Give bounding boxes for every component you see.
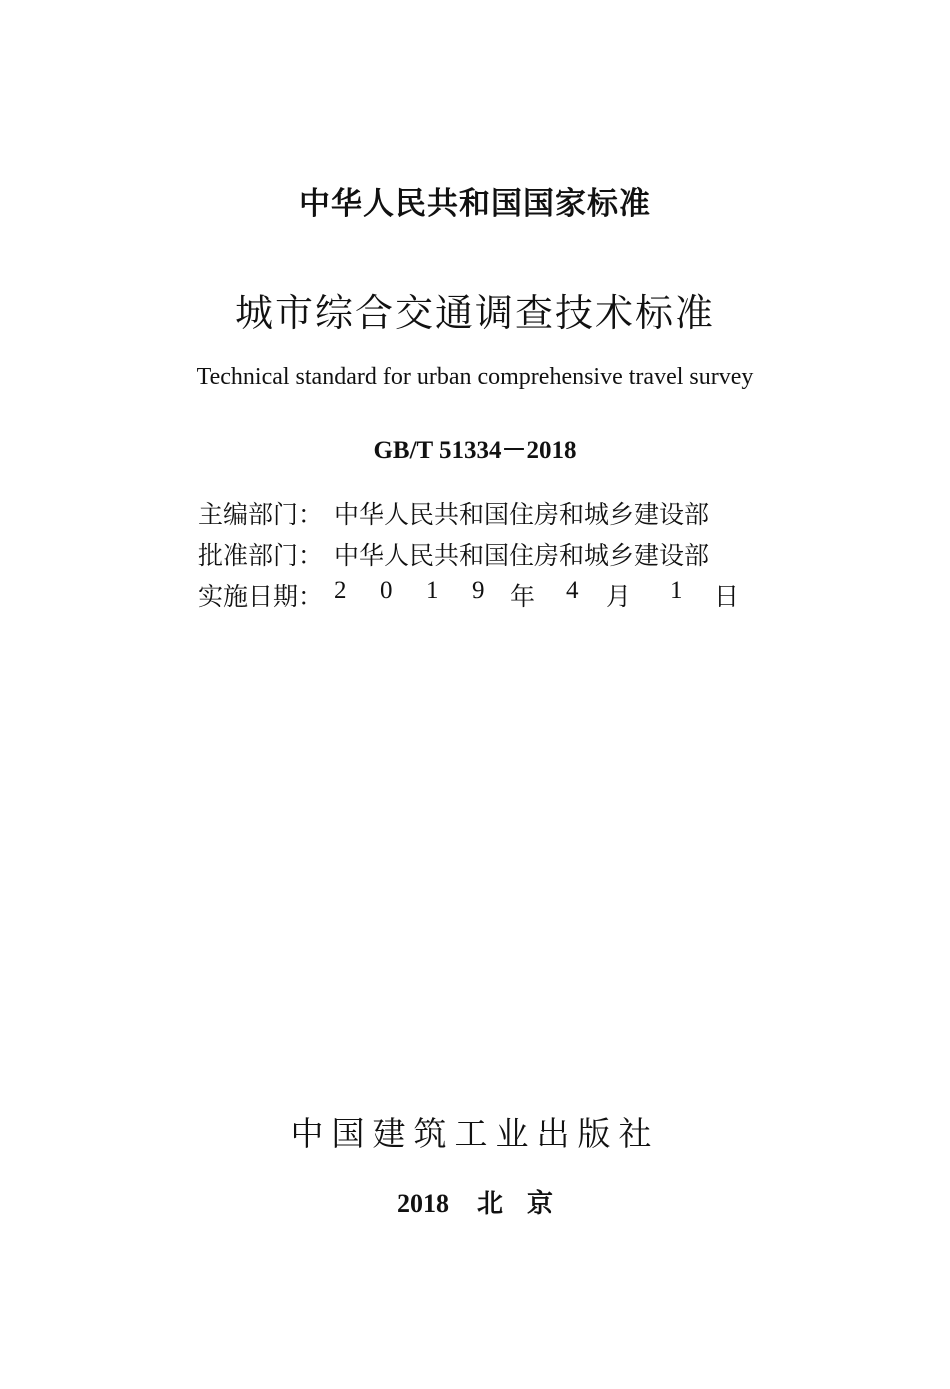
publication-city-char: 北 — [476, 1189, 503, 1219]
date-char: 4 — [566, 577, 579, 604]
effective-date-label: 实施日期： — [198, 582, 324, 611]
approver-row — [198, 536, 758, 574]
approver-value: 中华人民共和国住房和城乡建设部 — [334, 541, 710, 570]
effective-date-row — [198, 577, 758, 615]
standard-number: GB/T 51334－2018 — [373, 437, 577, 464]
date-char: 9 — [472, 577, 485, 604]
date-char: 2 — [334, 577, 347, 604]
standard-series-heading: 中华人民共和国国家标准 — [299, 186, 651, 222]
title-english: Technical standard for urban comprehensive travel survey — [196, 364, 754, 390]
editor-row — [198, 495, 758, 533]
date-char: 0 — [380, 577, 393, 604]
approver-label: 批准部门： — [198, 541, 324, 570]
date-char: 月 — [606, 582, 632, 611]
publication-city-char: 京 — [527, 1189, 554, 1219]
date-char: 日 — [714, 582, 740, 611]
editor-label: 主编部门： — [198, 500, 324, 529]
date-char: 1 — [670, 577, 683, 604]
publication-year: 2018 — [396, 1189, 449, 1218]
date-char: 年 — [510, 582, 536, 611]
date-char: 1 — [426, 577, 439, 604]
title-chinese: 城市综合交通调查技术标准 — [234, 291, 715, 335]
editor-value: 中华人民共和国住房和城乡建设部 — [334, 500, 710, 529]
publisher-name: 中国建筑工业出版社 — [290, 1114, 660, 1153]
publication-place — [0, 1183, 950, 1220]
